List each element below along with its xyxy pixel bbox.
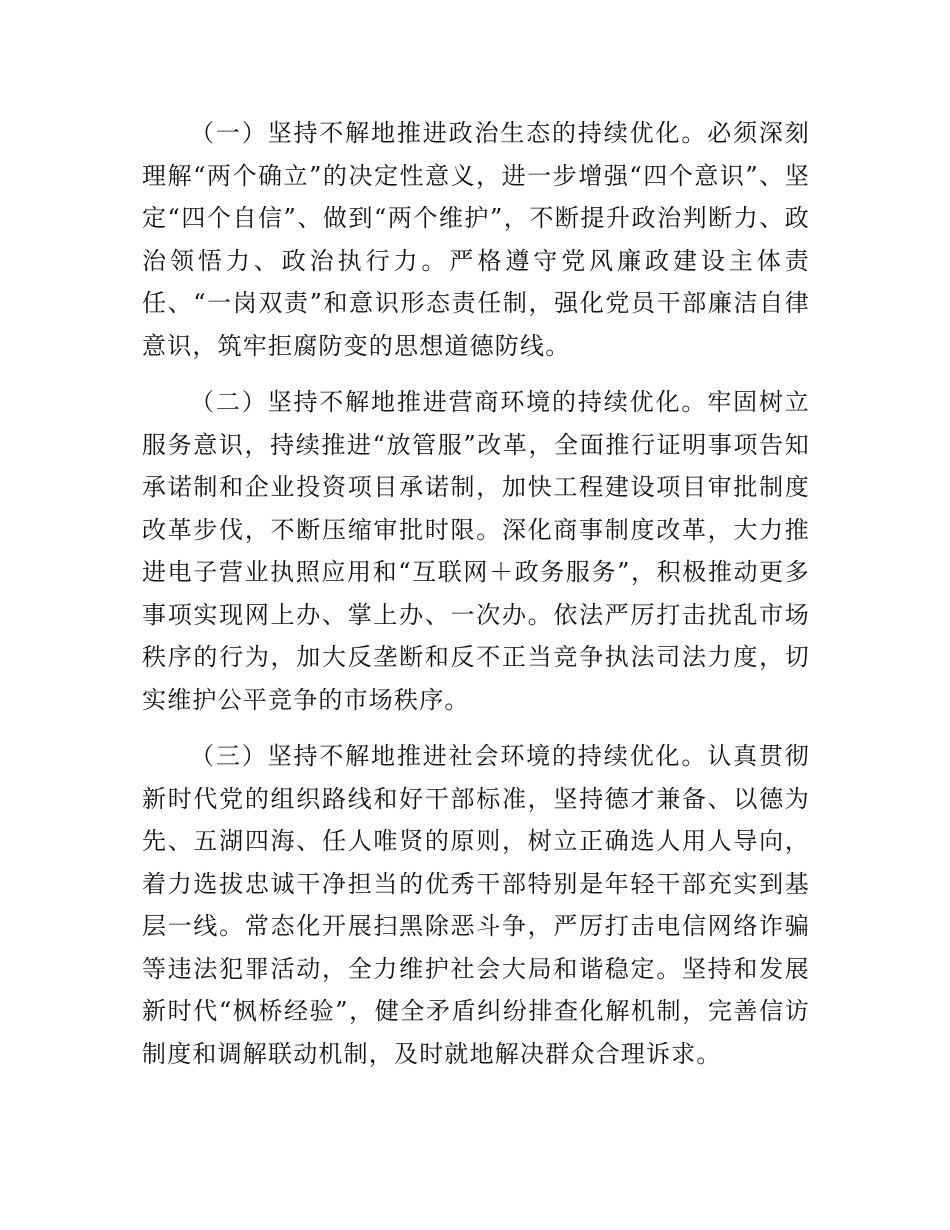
- paragraph-section-1: （一）坚持不解地推进政治生态的持续优化。必须深刻理解“两个确立”的决定性意义，进一步增强“四个意识”、坚定“四个自信”、做到“两个维护”，不断提升政治判断力、政治领悟力、政治执行力。严格遵守党风廉政建设主体责任、“一岗双责”和意识形态责任制，强化党员干部廉洁自律意识，筑牢拒腐防变的思想道德防线。: [142, 119, 810, 360]
- paragraph-section-3: （三）坚持不解地推进社会环境的持续优化。认真贯彻新时代党的组织路线和好干部标准，坚持德才兼备、以德为先、五湖四海、任人唯贤的原则，树立正确选人用人导向，着力选拔忠诚干净担当的优秀干部特别是年轻干部充实到基层一线。常态化开展扫黑除恶斗争，严厉打击电信网络诈骗等违法犯罪活动，全力维护社会大局和谐稳定。坚持和发展新时代“枫桥经验”，健全矛盾纠纷排查化解机制，完善信访制度和调解联动机制，及时就地解决群众合理诉求。: [142, 742, 810, 1068]
- paragraph-section-2: （二）坚持不解地推进营商环境的持续优化。牢固树立服务意识，持续推进“放管服”改革，全面推行证明事项告知承诺制和企业投资项目承诺制，加快工程建设项目审批制度改革步伐，不断压缩审批时限。深化商事制度改革，大力推进电子营业执照应用和“互联网＋政务服务”，积极推动更多事项实现网上办、掌上办、一次办。依法严厉打击扰乱市场秩序的行为，加大反垄断和反不正当竞争执法司法力度，切实维护公平竞争的市场秩序。: [142, 388, 810, 714]
